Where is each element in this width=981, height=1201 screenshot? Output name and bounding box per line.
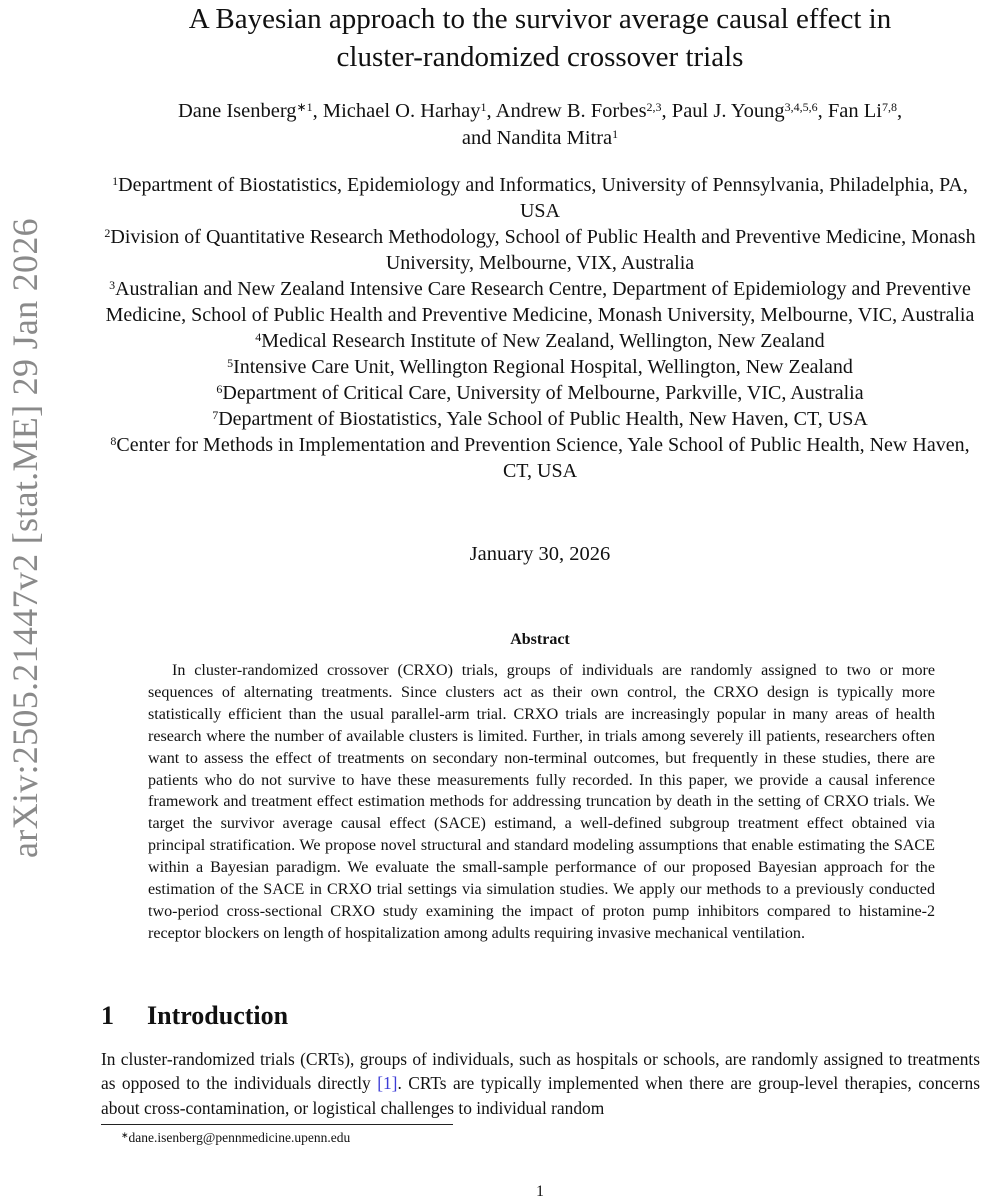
affiliation-number: 7: [212, 408, 219, 422]
author: [462, 127, 618, 149]
author-separator: ,: [312, 100, 323, 122]
arxiv-identifier-stamp[interactable]: arXiv:2505.21447v2 [stat.ME] 29 Jan 2026: [5, 218, 45, 858]
citation-link[interactable]: [1]: [377, 1073, 398, 1094]
affiliation-marks: ∗1: [296, 100, 313, 114]
author-name: Fan Li: [827, 100, 882, 122]
title-line: cluster-randomized crossover trials: [336, 41, 744, 73]
affiliation-marks: 1: [612, 127, 619, 141]
author-name: Michael O. Harhay: [322, 100, 481, 122]
author-name: and Nandita Mitra: [461, 127, 613, 149]
section-title: Introduction: [147, 1001, 289, 1030]
section-number: 1: [101, 1001, 114, 1030]
affiliation: [100, 172, 980, 224]
footnote-mark: ∗: [121, 1129, 129, 1140]
affiliation-text: Intensive Care Unit, Wellington Regional Hospital, Wellington, New Zealand: [233, 356, 853, 378]
introduction-paragraph: [101, 1047, 980, 1120]
author: [323, 100, 496, 122]
affiliation-marks: 2,3: [646, 100, 662, 114]
author-name: Dane Isenberg: [177, 100, 297, 122]
affiliation: [100, 354, 980, 380]
affiliation-text: Division of Quantitative Research Methodology, School of Public Health and Preventive Medicine, Monash University, Melbourne, VIX, Australia: [110, 226, 976, 274]
affiliation-number: 8: [110, 434, 117, 448]
section-heading: [101, 1001, 288, 1031]
affiliation-marks: 7,8: [881, 100, 897, 114]
affiliation-text: Department of Biostatistics, Epidemiology and Informatics, University of Pennsylvania, Philadelphia, PA, USA: [118, 174, 968, 222]
footnote-email: dane.isenberg@pennmedicine.upenn.edu: [128, 1130, 351, 1145]
author-separator: ,: [661, 100, 672, 122]
affiliation-number: 5: [227, 356, 234, 370]
affiliation-text: Australian and New Zealand Intensive Care Research Centre, Department of Epidemiology and Preventive Medicine, School of Public Health and Preventive Medicine, Monash University, Melbourne, VIC, Australia: [105, 278, 975, 326]
abstract-text: In cluster-randomized crossover (CRXO) trials, groups of individuals are randomly assigned to two or more sequences of alternating treatments. Since clusters act as their own control, the CRXO design is typically more statistically efficient than the usual parallel-arm trial. CRXO trials are increasingly popular in many areas of health research where the number of available clusters is limited. Further, in trials among severely ill patients, researchers often want to assess the effect of treatments on secondary non-terminal outcomes, but frequently in these studies, there are patients who do not survive to have these measurements fully recorded. In this paper, we provide a causal inference framework and treatment effect estimation methods for addressing truncation by death in the setting of CRXO trials. We target the survivor average causal effect (SACE) estimand, a well-defined subgroup treatment effect obtained via principal stratification. We propose novel structural and standard modeling assumptions that enable estimating the SACE within a Bayesian paradigm. We evaluate the small-sample performance of our proposed Bayesian approach for the estimation of the SACE in CRXO trial settings via simulation studies. We apply our methods to a previously conducted two-period cross-sectional CRXO study examining the impact of proton pump inhibitors compared to histamine-2 receptor blockers on length of hospitalization among adults requiring invasive mechanical ventilation.: [148, 662, 935, 942]
affiliation-text: Department of Critical Care, University of Melbourne, Parkville, VIC, Australia: [222, 382, 864, 404]
affiliation-list: [100, 172, 980, 484]
author-separator: ,: [817, 100, 828, 122]
affiliation: [100, 432, 980, 484]
affiliation-marks: 1: [480, 100, 487, 114]
affiliation-text: Medical Research Institute of New Zealand, Wellington, New Zealand: [261, 330, 825, 352]
title-line: A Bayesian approach to the survivor average causal effect in: [188, 3, 892, 35]
paper-title: [100, 0, 980, 76]
author-list: [100, 98, 980, 152]
footnote-divider: [101, 1124, 453, 1125]
affiliation-number: 1: [112, 174, 119, 188]
author: [672, 100, 828, 122]
publication-date: January 30, 2026: [469, 543, 611, 565]
affiliation-number: 3: [109, 278, 116, 292]
affiliation: [100, 276, 980, 328]
author: [828, 100, 902, 122]
author-name: Andrew B. Forbes: [495, 100, 647, 122]
abstract-heading: Abstract: [510, 631, 570, 648]
affiliation-text: Department of Biostatistics, Yale School of Public Health, New Haven, CT, USA: [218, 408, 868, 430]
affiliation: [100, 380, 980, 406]
affiliation-number: 4: [255, 330, 262, 344]
author: [178, 100, 323, 122]
affiliation: [100, 328, 980, 354]
footnote: [121, 1130, 350, 1146]
affiliation-number: 2: [104, 226, 111, 240]
page-number: 1: [536, 1183, 544, 1200]
author-separator: ,: [486, 100, 496, 122]
intro-text: In cluster-randomized trials (CRTs), groups of individuals, such as hospitals or schools, are randomly assigned to treatments as opposed to the individuals directly: [101, 1049, 980, 1094]
affiliation: [100, 406, 980, 432]
author-name: Paul J. Young: [671, 100, 785, 122]
intro-text-continued: . CRTs are typically implemented when there are group-level therapies, concerns about cross-contamination, or logistical challenges to individual random: [101, 1073, 980, 1118]
affiliation-number: 6: [216, 382, 223, 396]
affiliation: [100, 224, 980, 276]
author: [496, 100, 672, 122]
author-separator: ,: [896, 100, 903, 122]
affiliation-text: Center for Methods in Implementation and Prevention Science, Yale School of Public Health, New Haven, CT, USA: [116, 434, 970, 482]
affiliation-marks: 3,4,5,6: [784, 100, 818, 114]
